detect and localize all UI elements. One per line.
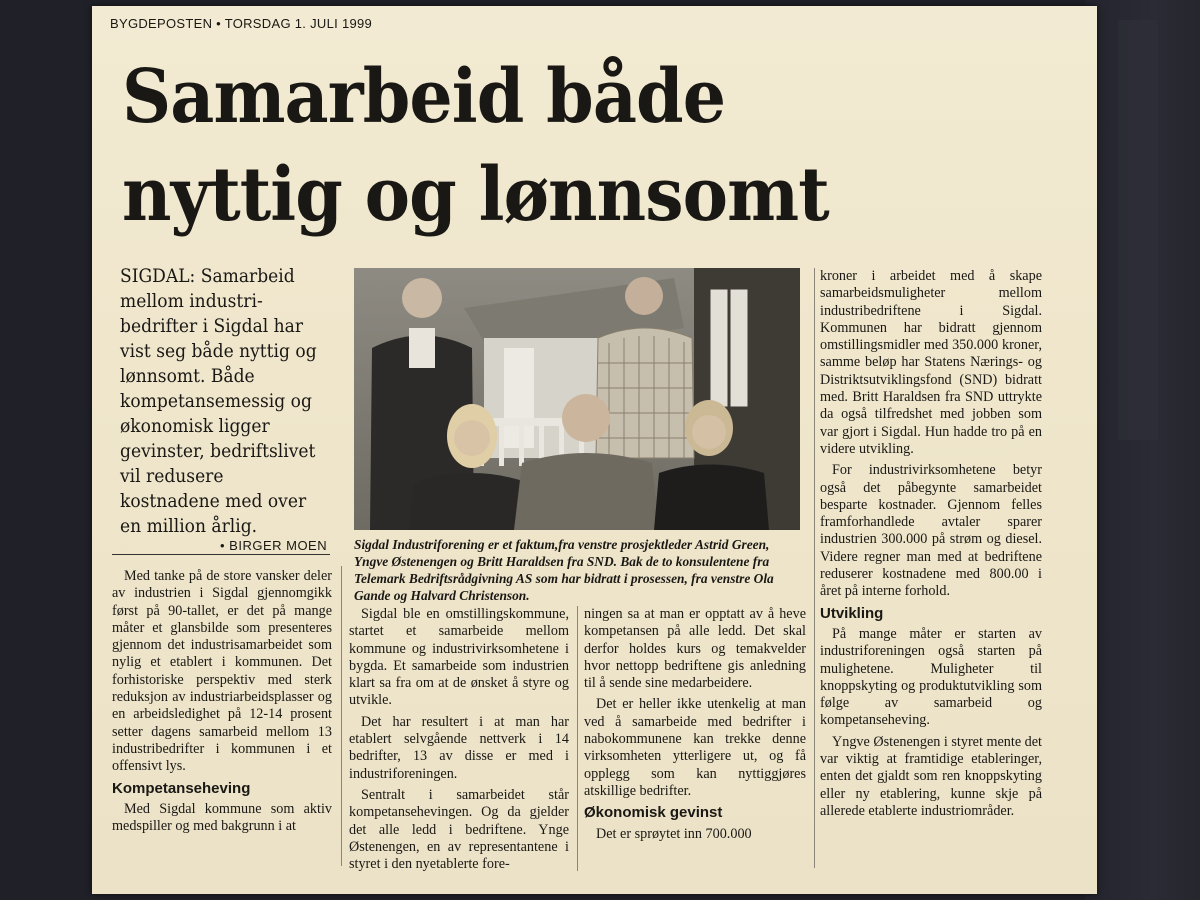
group-photo-image bbox=[354, 268, 800, 530]
byline-rule bbox=[112, 554, 330, 555]
column-2 bbox=[349, 606, 569, 873]
column-4-paragraph-3: På mange måter er starten av industriforeningen også starten på mulighetene. Muligheter til knoppskyting og produktutvikling som følge av samarbeid og kompetanseheving. bbox=[820, 625, 1042, 729]
column-4-paragraph-2: For industrivirksomhetene betyr også det påbegynte samarbeidet besparte kostnader. Gjennom felles framforhandlede avtaler sparer industrien 300.000 på strøm og diesel. Videre regner man med at bedriftene reduserer kostnadene med 800.00 i året på interne forhold. bbox=[820, 462, 1042, 600]
lead-paragraph: SIGDAL: Samarbeid mellom industri-bedrifter i Sigdal har vist seg både nyttig og lønnsomt. Både kompetansemessig og økonomisk ligger gevinster, bedriftslivet vil redusere kostnadene med over en million årlig. bbox=[120, 265, 317, 537]
column-4-paragraph-4: Yngve Østenengen i styret mente det var viktig at framtidige etableringer, enten det gjaldt som ren knoppskyting eller ny etablering, kunne skje på allerede etablerte industriområder. bbox=[820, 733, 1042, 819]
column-divider-1 bbox=[341, 566, 342, 866]
dateline: BYGDEPOSTEN • TORSDAG 1. JULI 1999 bbox=[110, 16, 373, 31]
headline bbox=[122, 48, 950, 244]
column-divider-2 bbox=[577, 606, 578, 871]
column-divider-3 bbox=[814, 268, 815, 868]
column-1-paragraph-2: Med Sigdal kommune som aktiv medspiller og med bakgrunn i at bbox=[112, 800, 332, 835]
subhead-okonomisk-gevinst: Økonomisk gevinst bbox=[584, 804, 723, 822]
column-1-paragraph-1: Med tanke på de store vansker deler av industrien i Sigdal gjennomgikk først på 90-tallet, er det på mange måter et glansbilde som presenteres gjennom det industrisamarbeidet som nylig et etablert i kommunen. Det forhistoriske perspektiv med sterk reduksjon av industriarbeidsplasser og en arbeidsledighet på 12-14 prosent setter dagens samarbeid mellom 13 industribedrifter i kommunen i et offensivt lys. bbox=[112, 568, 332, 775]
photo-caption: Sigdal Industriforening er et faktum,fra venstre prosjektleder Astrid Green, Yngve Østenengen og Britt Haraldsen fra SND. Bak de to konsulentene fra Telemark Bedriftsrådgivning AS som har bidratt i prosessen, fra venstre Ola Gande og Halvard Christenson. bbox=[354, 537, 774, 603]
column-3-paragraph-1: ningen sa at man er opptatt av å heve kompetansen på alle ledd. Det skal derfor holdes kurs og temakvelder hvor nettopp bedriftene gis anledning til å sende sine medarbeidere. bbox=[584, 606, 806, 692]
column-3-paragraph-3: Det er sprøytet inn 700.000 bbox=[596, 825, 752, 842]
subhead-kompetanseheving: Kompetanseheving bbox=[112, 779, 251, 797]
newspaper-clipping bbox=[92, 6, 1097, 894]
column-2-paragraph-2: Det har resultert i at man har etablert selvgående nettverk i 14 bedrifter, 13 av disse er med i industriforeningen. bbox=[349, 713, 569, 782]
column-4 bbox=[820, 268, 1042, 820]
headline-line-2: nyttig og lønnsomt bbox=[122, 152, 829, 238]
column-2-paragraph-3: Sentralt i samarbeidet står kompetansehevingen. Og da gjelder det alle ledd i bedriftene. Ynge Østenengen, en av representantene i styret i den nyetablerte fore- bbox=[349, 786, 569, 873]
background-newspaper-edge bbox=[1118, 20, 1158, 440]
column-3 bbox=[584, 606, 806, 843]
column-2-paragraph-1: Sigdal ble en omstillingskommune, startet et samarbeide mellom kommune og industrivirksomhetene i bygda. Et samarbeide som industrien klart sa fra om at de ønsket å styre og utvikle. bbox=[349, 606, 569, 709]
column-3-paragraph-2: Det er heller ikke utenkelig at man ved å samarbeide med bedrifter i nabokommunene kan trekke denne virksomheten ytterligere ut, og få opplegg som kan nyttiggjøres atskillige bedrifter. bbox=[584, 696, 806, 799]
column-4-paragraph-1: kroner i arbeidet med å skape samarbeidsmuligheter mellom industribedriftene i Sigdal. Kommunen har bidratt gjennom omstillingsmidler med 350.000 kroner, samme beløp har Statens Nærings- og Distriktsutviklingsfond (SND) bidratt med. Britt Haraldsen fra SND uttrykte da også tilfredshet med jobben som var gjort i Sigdal. Hun hadde tro på en videre utvikling. bbox=[820, 268, 1042, 457]
byline: • BIRGER MOEN bbox=[220, 538, 328, 553]
column-1 bbox=[112, 568, 332, 835]
headline-line-1: Samarbeid både bbox=[122, 54, 726, 140]
group-photo bbox=[354, 268, 800, 530]
subhead-utvikling: Utvikling bbox=[820, 604, 884, 622]
